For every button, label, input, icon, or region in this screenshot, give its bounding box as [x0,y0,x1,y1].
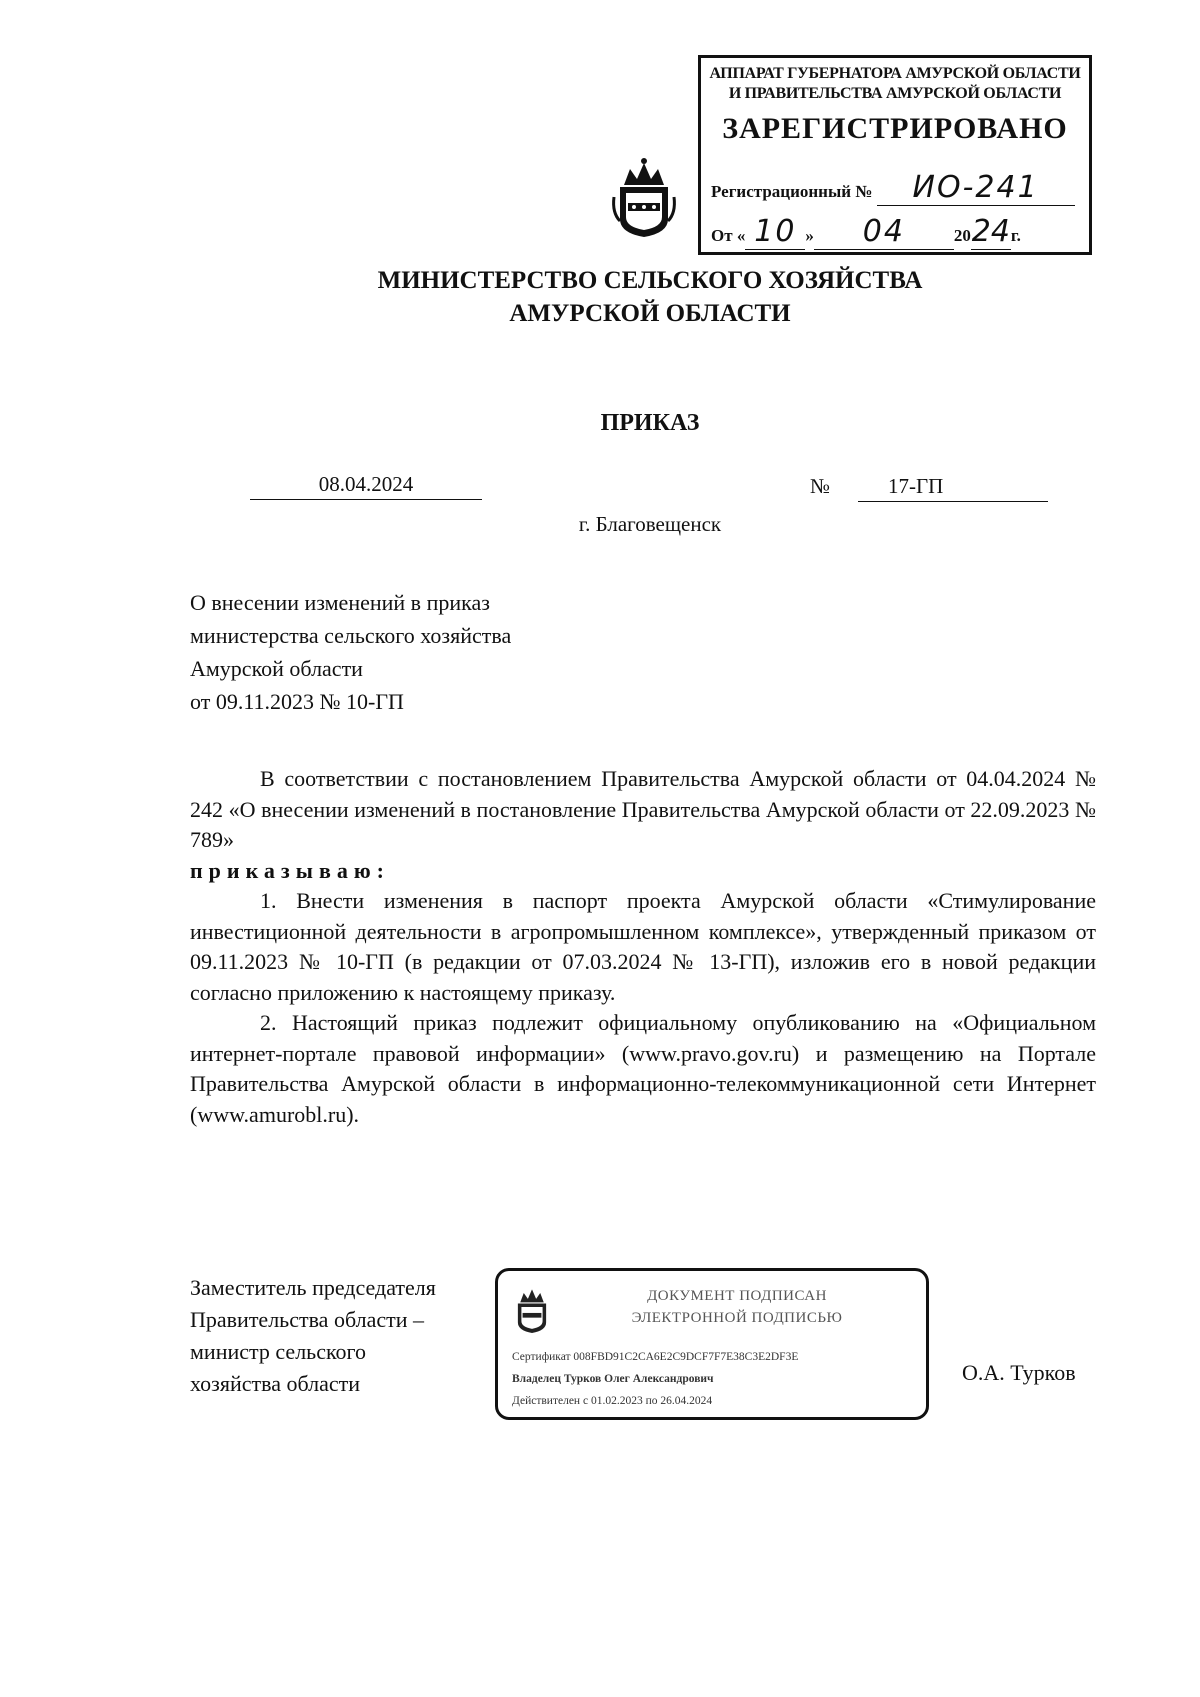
stamp-org-line2: И ПРАВИТЕЛЬСТВА АМУРСКОЙ ОБЛАСТИ [728,85,1062,102]
order-item-2: 2. Настоящий приказ подлежит официальному опубликованию на «Официальном интернет-портале правовой информации» (www.pravo.gov.ru) и размещению на Портале Правительства Амурской области в информационно-телекоммуникационной сети Интернет (www.amurobl.ru). [190,1010,1096,1127]
signer-position [190,1272,436,1400]
order-body [190,764,1096,1130]
order-word: приказываю: [190,857,390,883]
position-line1: Заместитель председателя [190,1275,436,1300]
ministry-line1: МИНИСТЕРСТВО СЕЛЬСКОГО ХОЗЯЙСТВА [377,267,923,294]
subject-line2: министерства сельского хозяйства [190,623,512,648]
esig-title2: ЭЛЕКТРОННОЙ ПОДПИСЬЮ [631,1310,843,1326]
order-subject [190,586,511,718]
esig-certificate: Сертификат 008FBD91C2CA6E2C9DCF7F7E38C3E2DF3E [512,1351,799,1363]
order-number-label: № [810,474,831,498]
order-number: 17-ГП [858,474,1048,502]
esig-validity: Действителен с 01.02.2023 по 26.04.2024 [512,1395,713,1407]
stamp-reg-number: ИО-241 [912,170,1039,205]
stamp-date-row [711,214,1021,250]
order-date: 08.04.2024 [250,472,482,500]
stamp-date-month: 04 [862,214,905,249]
stamp-reg-label: Регистрационный № [711,182,873,201]
preamble: В соответствии с постановлением Правительства Амурской области от 04.04.2024 № 242 «О внесении изменений в постановление Правительства Амурской области от 22.09.2023 № 789» [190,766,1096,852]
amur-coat-of-arms-icon [610,157,678,239]
registration-stamp [698,55,1092,255]
ministry-heading [0,264,1200,330]
signer-name: О.А. Турков [962,1360,1076,1385]
position-line3: министр сельского [190,1339,367,1364]
subject-line1: О внесении изменений в приказ [190,590,490,615]
stamp-year-prefix: 20 [953,226,971,245]
subject-line3: Амурской области [190,656,363,681]
document-type: ПРИКАЗ [600,410,700,436]
stamp-title: ЗАРЕГИСТРИРОВАНО [722,112,1068,145]
city: г. Благовещенск [578,512,722,536]
esig-owner: Владелец Турков Олег Александрович [512,1373,714,1385]
esig-emblem-icon [512,1285,552,1335]
position-line4: хозяйства области [190,1371,361,1396]
position-line2: Правительства области – [190,1307,424,1332]
subject-line4: от 09.11.2023 № 10-ГП [190,689,404,714]
stamp-year-suffix: 24 [971,214,1010,249]
order-item-1: 1. Внести изменения в паспорт проекта Амурской области «Стимулирование инвестиционной деятельности в агропромышленном комплексе», утвержденный приказом от 09.11.2023 № 10-ГП (в редакции от 07.03.2024 № 13-ГП), изложив его в новой редакции согласно приложению к настоящему приказу. [190,888,1096,1005]
stamp-org-line1: АППАРАТ ГУБЕРНАТОРА АМУРСКОЙ ОБЛАСТИ [709,65,1081,82]
ministry-line2: АМУРСКОЙ ОБЛАСТИ [509,300,791,327]
stamp-date-day: 10 [754,214,797,249]
stamp-year-end: г. [1010,226,1021,245]
stamp-date-mid: » [805,226,814,245]
stamp-date-prefix: От « [711,226,746,245]
esig-title1: ДОКУМЕНТ ПОДПИСАН [647,1288,827,1304]
electronic-signature-stamp [495,1268,929,1420]
esig-title [558,1285,916,1329]
stamp-reg-row [711,170,1075,206]
